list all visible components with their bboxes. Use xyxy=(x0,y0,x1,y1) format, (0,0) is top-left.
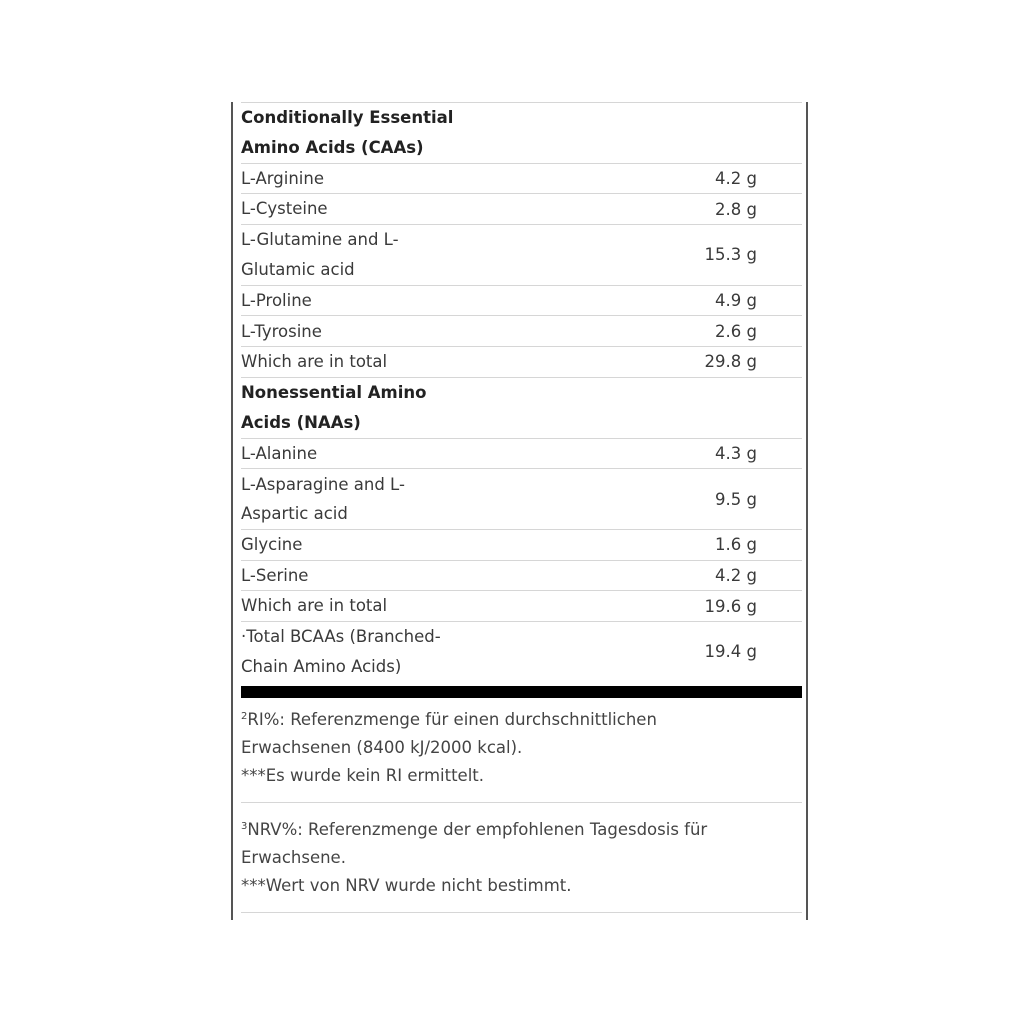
table-row xyxy=(241,285,802,316)
divider xyxy=(241,802,802,803)
table-row-total xyxy=(241,346,802,377)
footnote-line xyxy=(241,816,786,844)
nutrient-amount: 4.2 g xyxy=(715,565,757,585)
footnote-marker: 3 xyxy=(241,821,248,832)
nutrient-name: L-Serine xyxy=(241,565,309,585)
table-row xyxy=(241,468,802,529)
section-title: Nonessential Amino Acids (NAAs) xyxy=(241,383,427,432)
table-row xyxy=(241,163,802,194)
nutrient-name: ·Total BCAAs (Branched- Chain Amino Acids) xyxy=(241,627,441,676)
footnote-nrv xyxy=(241,816,786,900)
nutrient-name: L-Glutamine and L- Glutamic acid xyxy=(241,230,399,279)
table-row-total xyxy=(241,590,802,621)
footnote-line: Erwachsene. xyxy=(241,848,346,867)
nutrient-amount: 1.6 g xyxy=(715,535,757,555)
section-header-naas xyxy=(241,377,802,438)
footnote-text: RI%: Referenzmenge für einen durchschnittlichen xyxy=(247,710,657,729)
nutrient-name: L-Alanine xyxy=(241,443,318,463)
table-row xyxy=(241,315,802,346)
table-row xyxy=(241,438,802,469)
table-row xyxy=(241,193,802,224)
table-row xyxy=(241,529,802,560)
nutrient-amount: 19.6 g xyxy=(704,596,757,616)
nutrient-amount: 2.8 g xyxy=(715,199,757,219)
footnote-ri xyxy=(241,706,786,790)
nutrient-amount: 2.6 g xyxy=(715,321,757,341)
nutrient-amount: 29.8 g xyxy=(704,352,757,372)
nutrient-name: L-Proline xyxy=(241,290,312,310)
nutrient-amount: 19.4 g xyxy=(704,642,757,662)
nutrient-name: L-Arginine xyxy=(241,168,324,188)
footnote-line: Erwachsenen (8400 kJ/2000 kcal). xyxy=(241,738,523,757)
footnote-line: ***Es wurde kein RI ermittelt. xyxy=(241,766,485,785)
thick-divider xyxy=(241,686,802,698)
nutrient-amount: 4.9 g xyxy=(715,291,757,311)
divider xyxy=(241,912,802,913)
nutrition-panel xyxy=(231,102,808,920)
section-title: Conditionally Essential Amino Acids (CAAs) xyxy=(241,108,454,157)
nutrient-amount: 9.5 g xyxy=(715,489,757,509)
amino-acid-table xyxy=(241,102,802,682)
nutrient-name: Which are in total xyxy=(241,352,388,372)
table-row xyxy=(241,224,802,285)
nutrient-name: L-Cysteine xyxy=(241,199,328,219)
nutrient-name: Which are in total xyxy=(241,596,388,616)
table-row-bcaa xyxy=(241,621,802,682)
footnote-line xyxy=(241,706,786,734)
footnote-line: ***Wert von NRV wurde nicht bestimmt. xyxy=(241,876,572,895)
table-row xyxy=(241,560,802,591)
footnote-marker: 2 xyxy=(241,711,248,722)
nutrient-amount: 4.3 g xyxy=(715,443,757,463)
nutrient-name: Glycine xyxy=(241,534,303,554)
footnote-text: NRV%: Referenzmenge der empfohlenen Tagesdosis für xyxy=(247,820,708,839)
nutrient-amount: 15.3 g xyxy=(704,245,757,265)
section-header-caas xyxy=(241,102,802,163)
nutrient-name: L-Tyrosine xyxy=(241,321,322,341)
nutrient-amount: 4.2 g xyxy=(715,169,757,189)
nutrient-name: L-Asparagine and L- Aspartic acid xyxy=(241,474,405,524)
